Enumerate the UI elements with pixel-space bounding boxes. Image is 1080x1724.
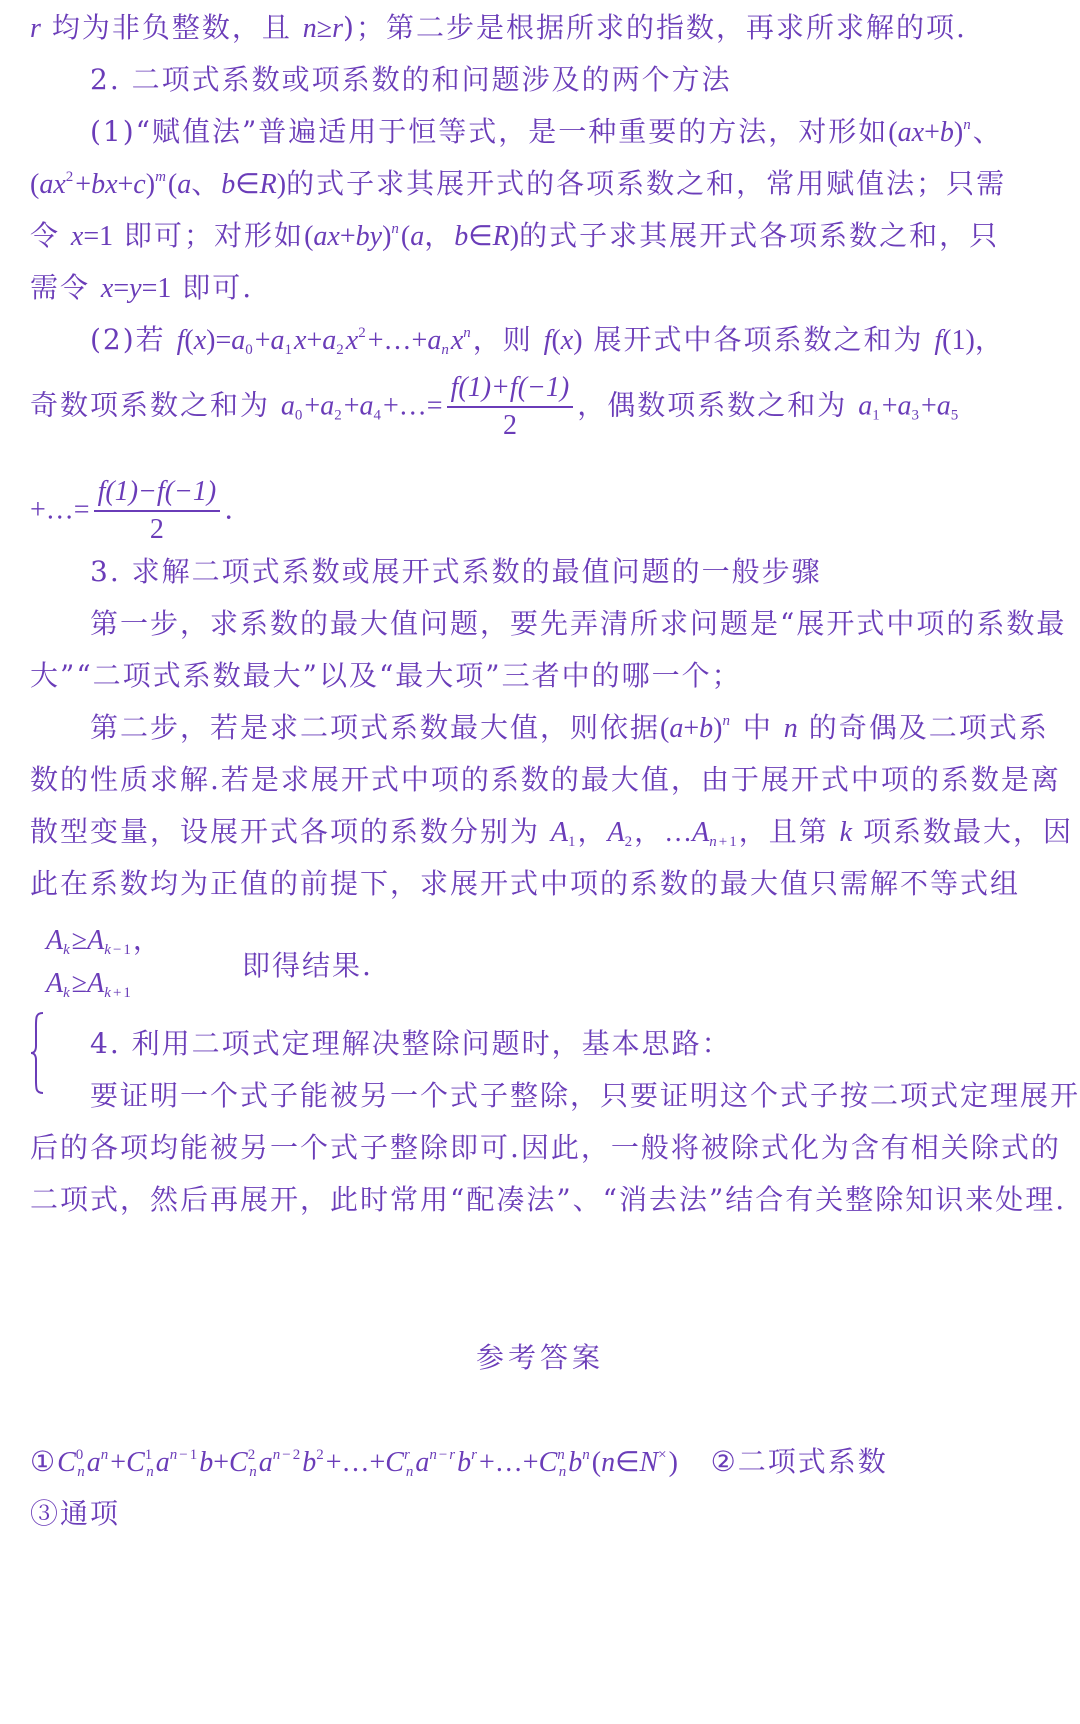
answer-line: ③通项 (30, 1497, 121, 1530)
text-line: (1)“赋值法”普遍适用于恒等式，是一种重要的方法，对形如$(ax+b)^n$、 (90, 115, 1003, 148)
text-line: 即得结果. (242, 949, 373, 982)
left-brace (30, 1012, 44, 1094)
section-heading-3: 3. 求解二项式系数或展开式系数的最值问题的一般步骤 (90, 555, 822, 588)
answer-line: $①C^0_na^n+C^1_na^{n-1}b+C^2_na^{n-2}b^2+\dots+C^r_na^{n-r}b^r+\dots+C^n_nb^n(n\in N^\times)$ ②二项式系数 (30, 1445, 888, 1480)
text-line: 后的各项均能被另一个式子整除即可.因此，一般将被除式化为含有相关除式的 (30, 1131, 1061, 1164)
section-heading-4: 4. 利用二项式定理解决整除问题时，基本思路： (90, 1027, 732, 1060)
text-line: (2)若 $f(x)=a_0+a_1x+a_2x^2+\dots+a_nx^n$，则 f(x) 展开式中各项系数之和为 f(1)， (90, 323, 1005, 358)
text-line: 要证明一个式子能被另一个式子整除，只要证明这个式子按二项式定理展开 (90, 1079, 1080, 1112)
text-line: 奇数项系数之和为 $a_0+a_2+a_4+\dots=$ $\frac{f(1)+f(-1)}{2}$ ，偶数项系数之和为 $a_1+a_3+a_5$ (30, 372, 961, 441)
text-line: 第一步，求系数的最大值问题，要先弄清所求问题是“展开式中项的系数最 (90, 607, 1067, 640)
section-heading-2: 2. 二项式系数或项系数的和问题涉及的两个方法 (90, 63, 732, 96)
text-line: +…= $\frac{f(1)-f(-1)}{2}$ . (30, 476, 236, 545)
fraction-even: $\frac{f(1)-f(-1)}{2}$ (94, 476, 221, 546)
text-line: 二项式，然后再展开，此时常用“配凑法”、“消去法”结合有关整除知识来处理. (30, 1183, 1067, 1216)
text-line: r 均为非负整数，且 n≥r)；第二步是根据所求的指数，再求所求解的项. (30, 11, 967, 44)
text-line: 需令 x=y=1 即可. (30, 271, 254, 304)
text-line: 大”“二项式系数最大”以及“最大项”三者中的哪一个； (30, 659, 742, 692)
text-line: 第二步，若是求二项式系数最大值，则依据$(a+b)^n$ 中 n 的奇偶及二项式系 (90, 711, 1049, 744)
text-line: 散型变量，设展开式各项的系数分别为 $A_1$，$A_2$，$\dots A_{n+1}$，且第 k 项系数最大，因 (30, 815, 1074, 850)
fraction-odd: $\frac{f(1)+f(-1)}{2}$ (447, 372, 574, 442)
inequality-1: $A_k\ge A_{k-1}$， (46, 923, 163, 958)
answer-title: 参考答案 (475, 1341, 604, 1374)
text-line: $(ax^2+bx+c)^m(a$、b∈R)的式子求其展开式的各项系数之和，常用赋值法；只需 (30, 167, 1007, 200)
text-line: 此在系数均为正值的前提下，求展开式中项的系数的最大值只需解不等式组 (30, 867, 1021, 900)
text-line: 令 x=1 即可；对形如$(ax+by)^n(a$，b∈R)的式子求其展开式各项系数之和，只 (30, 219, 1000, 252)
text-line: 数的性质求解.若是求展开式中项的系数的最大值，由于展开式中项的系数是离 (30, 763, 1061, 796)
inequality-2: $A_k\ge A_{k+1}$ (46, 968, 133, 1001)
